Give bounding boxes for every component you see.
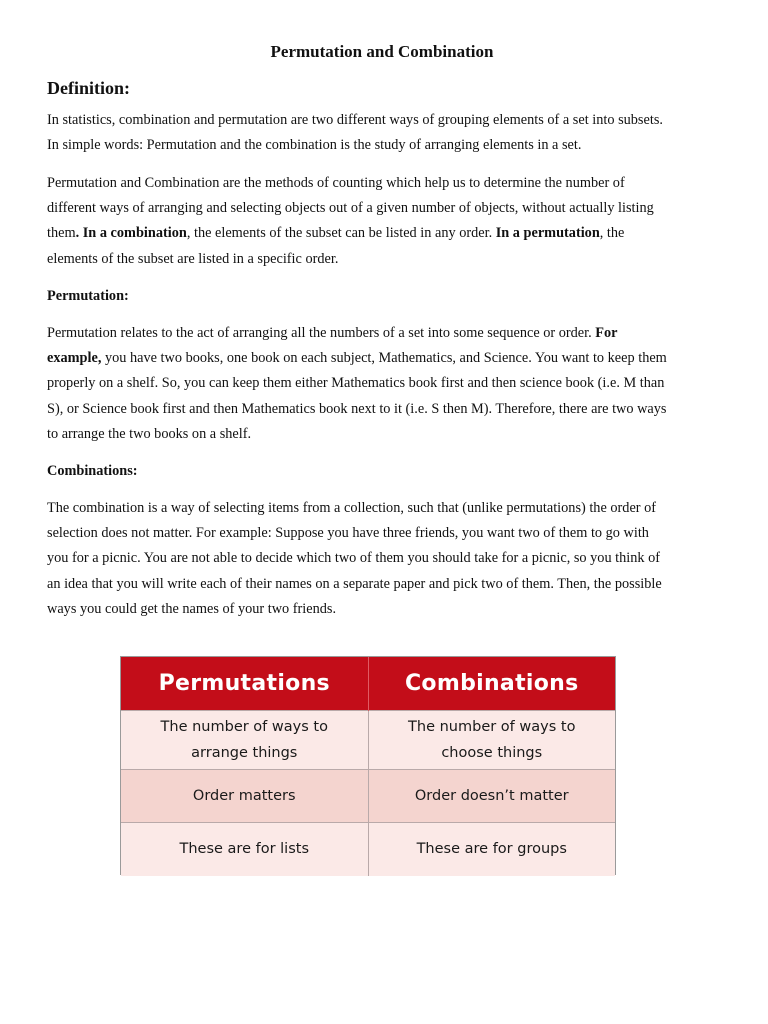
bold-run: . In a combination xyxy=(75,225,187,242)
cell-line: arrange things xyxy=(191,744,298,761)
text-line: In simple words: Permutation and the combination is the study of arranging elements in a set. xyxy=(47,137,582,154)
text-line xyxy=(47,221,727,246)
table-cell xyxy=(121,769,368,822)
table-cell xyxy=(368,769,615,822)
definition-paragraph-2 xyxy=(47,171,727,272)
text-line: properly on a shelf. So, you can keep them either Mathematics book first and then science book (i.e. M than xyxy=(47,375,665,392)
table-cell xyxy=(121,710,368,769)
table-header-row xyxy=(121,657,615,710)
text-line: different ways of arranging and selecting objects out of a given number of objects, without actually listing xyxy=(47,200,654,217)
cell-line: Order doesn’t matter xyxy=(414,787,569,804)
cell-line: These are for lists xyxy=(179,841,309,858)
text-line: ways you could get the names of your two friends. xyxy=(47,600,337,617)
text-line: an idea that you will write each of their names on a separate paper and pick two of them. Then, the possible xyxy=(47,575,662,592)
text-run: them xyxy=(47,225,76,242)
text-run: , the elements of the subset can be listed in any order. xyxy=(186,225,496,242)
text-line: elements of the subset are listed in a specific order. xyxy=(47,250,339,267)
text-line: you for a picnic. You are not able to decide which two of them you should take for a picnic, so you think of xyxy=(47,550,661,567)
text-line: selection does not matter. For example: Suppose you have three friends, you want two of them to go with xyxy=(47,525,649,542)
table-cell xyxy=(121,822,368,876)
cell-line: The number of ways to xyxy=(160,718,328,735)
text-line: In statistics, combination and permutation are two different ways of grouping elements of a set into subsets. xyxy=(47,112,663,128)
table-row xyxy=(121,769,615,822)
bold-run: example, xyxy=(47,350,102,367)
header-combinations: Combinations xyxy=(368,657,615,710)
bold-run: For xyxy=(595,325,618,341)
table-row xyxy=(121,822,615,876)
cell-line: choose things xyxy=(441,744,543,761)
combinations-paragraph xyxy=(47,496,727,622)
header-permutations: Permutations xyxy=(121,657,368,710)
combinations-heading: Combinations: xyxy=(47,463,138,479)
permutation-paragraph xyxy=(47,321,727,447)
table-cell xyxy=(368,710,615,769)
text-line: to arrange the two books on a shelf. xyxy=(47,425,252,442)
text-run: , the xyxy=(599,225,625,242)
text-line xyxy=(47,346,727,371)
text-run: you have two books, one book on each subject, Mathematics, and Science. You want to keep them xyxy=(101,350,667,367)
comparison-table xyxy=(120,656,616,875)
table-cell xyxy=(368,822,615,876)
definition-paragraph-1 xyxy=(47,108,727,158)
cell-line: The number of ways to xyxy=(408,718,576,735)
cell-line: Order matters xyxy=(192,787,296,804)
permutation-heading: Permutation: xyxy=(47,288,129,304)
text-line: S), or Science book first and then Mathematics book next to it (i.e. S then M). Therefore, there are two ways xyxy=(47,400,667,417)
page-title: Permutation and Combination xyxy=(270,42,494,61)
bold-run: In a permutation xyxy=(495,225,600,242)
text-line: Permutation and Combination are the methods of counting which help us to determine the number of xyxy=(47,175,625,191)
cell-line: These are for groups xyxy=(416,841,567,858)
text-run: Permutation relates to the act of arranging all the numbers of a set into some sequence or order. xyxy=(47,325,596,341)
text-line: The combination is a way of selecting items from a collection, such that (unlike permutations) the order of xyxy=(47,500,657,516)
definition-heading: Definition: xyxy=(47,78,130,98)
table-row xyxy=(121,710,615,769)
text-line xyxy=(47,321,727,346)
